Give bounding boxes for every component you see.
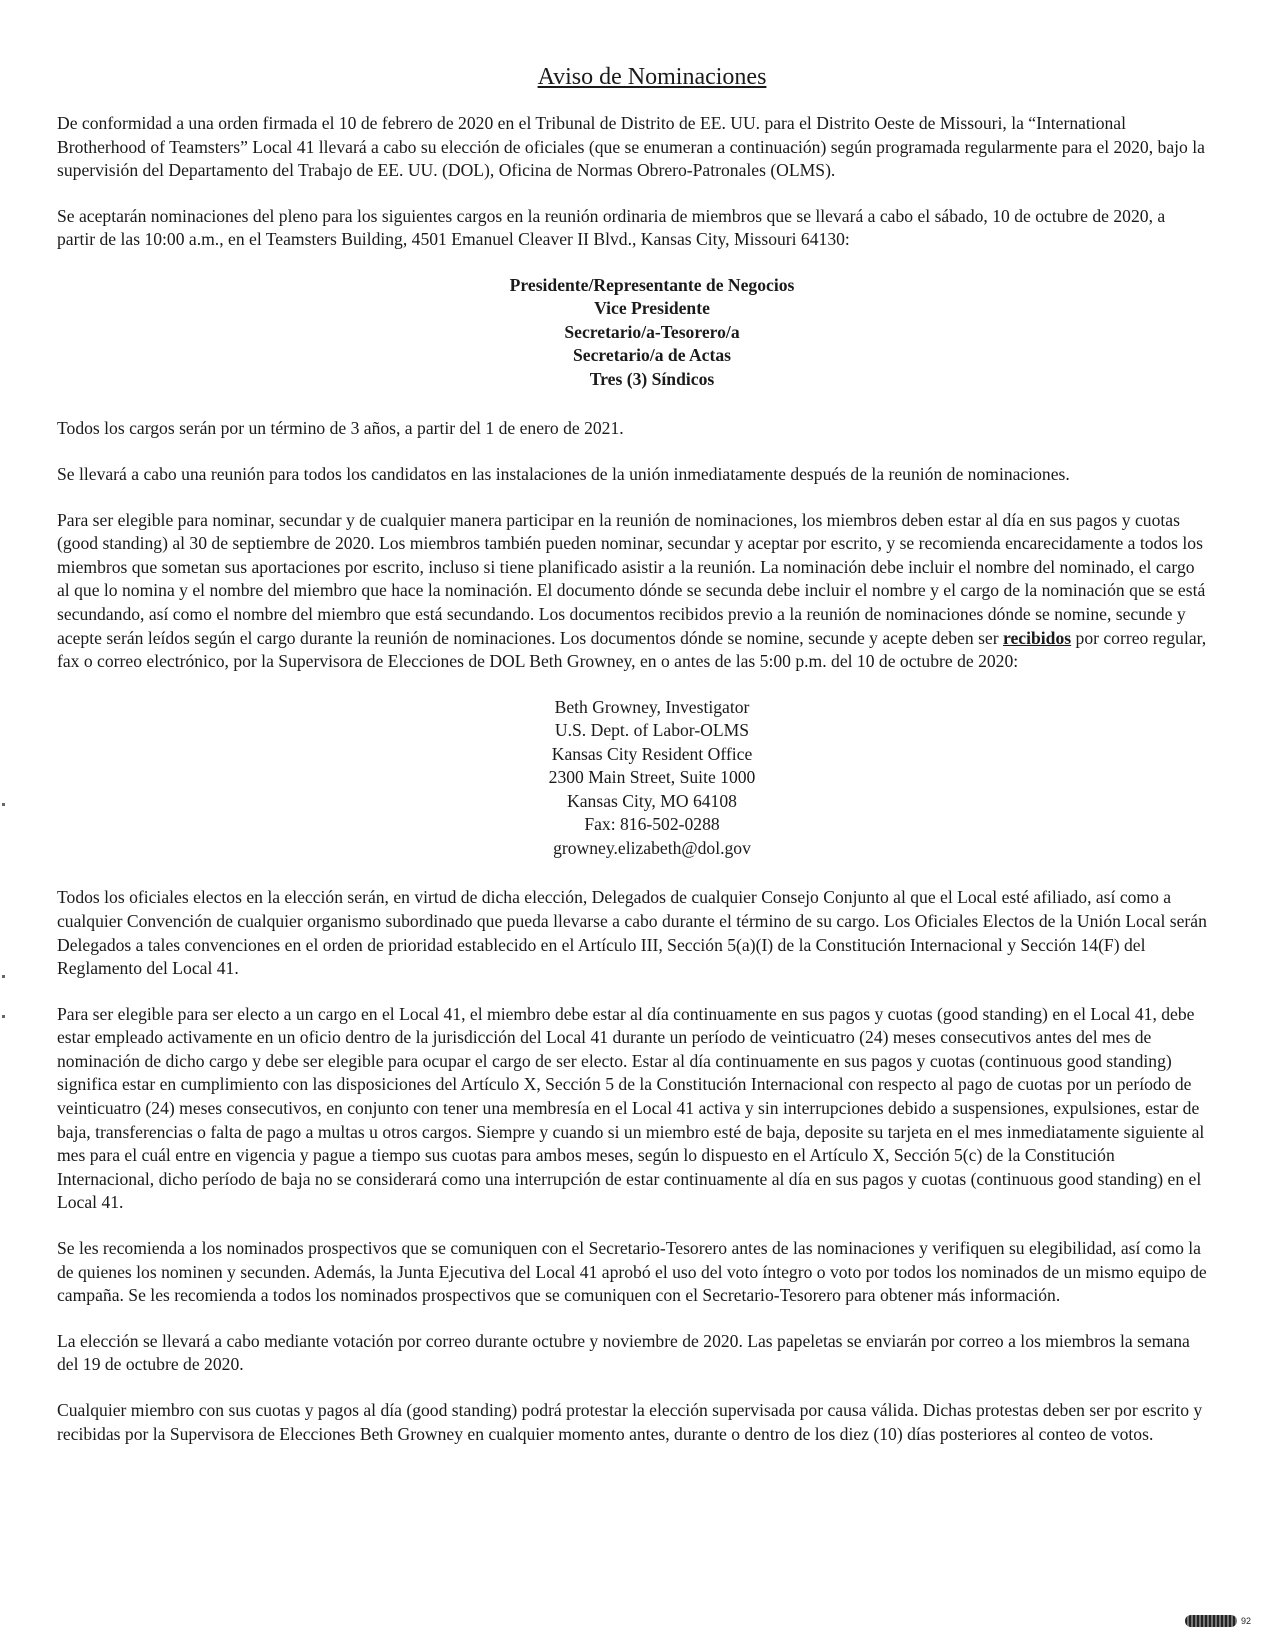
scan-speck [2,1015,5,1018]
paragraph-eligibility-to-nominate [57,509,1207,674]
stamp-number: 92 [1240,1616,1251,1626]
eligibility-text-end: por correo regular, fax o correo electrónico, por la Supervisora de Elecciones de DOL Beth Growney, en o antes de las 5:00 p.m. del 10 de octubre de 2020: [57,627,1207,672]
paragraph-term: Todos los cargos serán por un término de 3 años, a partir del 1 de enero de 2021. [57,418,624,439]
union-bug-icon [1185,1615,1237,1627]
office-item: Vice Presidente [594,298,710,319]
paragraph-court-order: De conformidad a una orden firmada el 10 de febrero de 2020 en el Tribunal de Distrito de EE. UU. para el Distrito Oeste de Missouri, la “International Brotherhood of Teamsters” Local 41 llevará a cabo su elección de oficiales (que se enumeran a continuación) según programada regularmente para el 2020, bajo la supervisión del Departamento del Trabajo de EE. UU. (DOL), Oficina de Normas Obrero-Patronales (OLMS). [57,113,1205,181]
paragraph-candidate-eligibility: Para ser elegible para ser electo a un cargo en el Local 41, el miembro debe estar al día continuamente en sus pagos y cuotas (good standing) en el Local 41, debe estar empleado activamente en un oficio dentro de la jurisdicción del Local 41 durante un período de veinticuatro (24) meses consecutivos antes del mes de nominación de dicho cargo y debe ser elegible para ocupar el cargo de ser electo. Estar al día continuamente en sus pagos y cuotas (continuous good standing) significa estar en cumplimiento con las disposiciones del Artículo X, Sección 5 de la Constitución Internacional con respecto al pago de cuotas por un período de veinticuatro (24) meses consecutivos, en conjunto con tener una membresía en el Local 41 activa y sin interrupciones debido a suspensiones, expulsiones, estar de baja, transferencias o falta de pago a multas u otros cargos. Siempre y cuando si un miembro esté de baja, deposite su tarjeta en el mes inmediatamente siguiente al mes para el cuál entre en vigencia y pague a tiempo sus cuotas para ambos meses, según lo dispuesto en el Artículo X, Sección 5(c) de la Constitución Internacional, dicho período de baja no se considerará como una interrupción de estar continuamente al día en sus pagos y cuotas (continuous good standing) en el Local 41. [57,1003,1205,1213]
paragraph-candidates-meeting: Se llevará a cabo una reunión para todos los candidatos en las instalaciones de la unión inmediatamente después de la reunión de nominaciones. [57,464,1070,485]
notice-document [57,62,1207,1468]
address-line: Beth Growney, Investigator [554,696,750,717]
paragraph-delegates: Todos los oficiales electos en la elección serán, en virtud de dicha elección, Delegados de cualquier Consejo Conjunto al que el Local esté afiliado, así como a cualquier Convención de cualquier organismo subordinado que pueda llevarse a cabo durante el término de su cargo. Los Oficiales Electos de la Unión Local serán Delegados a tales convenciones en el orden de prioridad establecido en el Artículo III, Sección 5(a)(I) de la Constitución Internacional y Sección 14(F) del Reglamento del Local 41. [57,887,1207,979]
address-line: Kansas City, MO 64108 [567,790,737,811]
paragraph-nominations-meeting: Se aceptarán nominaciones del pleno para los siguientes cargos en la reunión ordinaria de miembros que se llevará a cabo el sábado, 10 de octubre de 2020, a partir de las 10:00 a.m., en el Teamsters Building, 4501 Emanuel Cleaver II Blvd., Kansas City, Missouri 64130: [57,205,1166,250]
address-fax: Fax: 816-502-0288 [584,814,720,835]
scan-speck [2,975,5,978]
office-item: Secretario/a-Tesorero/a [564,321,740,342]
address-line: Kansas City Resident Office [551,743,753,764]
union-label-stamp [1185,1615,1251,1627]
address-email: growney.elizabeth@dol.gov [553,837,751,858]
address-block [57,696,1207,861]
received-emphasis: recibidos [1003,627,1072,648]
paragraph-protests: Cualquier miembro con sus cuotas y pagos al día (good standing) podrá protestar la elección supervisada por causa válida. Dichas protestas deben ser por escrito y recibidas por la Supervisora de Elecciones Beth Growney en cualquier momento antes, durante o dentro de los diez (10) días posteriores al conteo de votos. [57,1400,1203,1444]
scan-speck [2,803,5,806]
eligibility-text: Para ser elegible para nominar, secundar y de cualquier manera participar en la reunión de nominaciones, los miembros deben estar al día en sus pagos y cuotas (good standing) al 30 de septiembre de 2020. Los miembros también pueden nominar, secundar y aceptar por escrito, y se recomienda encarecidamente a todos los miembros que sometan sus aportaciones por escrito, incluso si tiene planificado asistir a la reunión. La nominación debe incluir el nombre del nominado, el cargo al que lo nomina y el nombre del miembro que hace la nominación. El documento dónde se secunda debe incluir el nombre y el cargo de la nominación que se está secundando, así como el nombre del miembro que está secundando. Los documentos recibidos previo a la reunión de nominaciones dónde se nomine, secunde y acepte serán leídos según el cargo durante la reunión de nominaciones. Los documentos dónde se nomine, secunde y acepte deben ser [57,509,1206,648]
address-line: 2300 Main Street, Suite 1000 [548,767,756,788]
document-title: Aviso de Nominaciones [537,64,767,90]
paragraph-mail-ballot: La elección se llevará a cabo mediante votación por correo durante octubre y noviembre de 2020. Las papeletas se enviarán por correo a los miembros la semana del 19 de octubre de 2020. [57,1330,1190,1375]
office-item: Presidente/Representante de Negocios [509,274,795,295]
office-item: Secretario/a de Actas [573,345,731,366]
offices-list [57,274,1207,392]
paragraph-recommendation: Se les recomienda a los nominados prospectivos que se comuniquen con el Secretario-Tesorero antes de las nominaciones y verifiquen su elegibilidad, así como la de quienes los nominen y secunden. Además, la Junta Ejecutiva del Local 41 aprobó el uso del voto íntegro o voto por todos los nominados de un mismo equipo de campaña. Se les recomienda a todos los nominados prospectivos que se comuniquen con el Secretario-Tesorero para obtener más información. [57,1238,1207,1306]
office-item: Tres (3) Síndicos [589,368,715,389]
address-line: U.S. Dept. of Labor-OLMS [554,720,750,741]
